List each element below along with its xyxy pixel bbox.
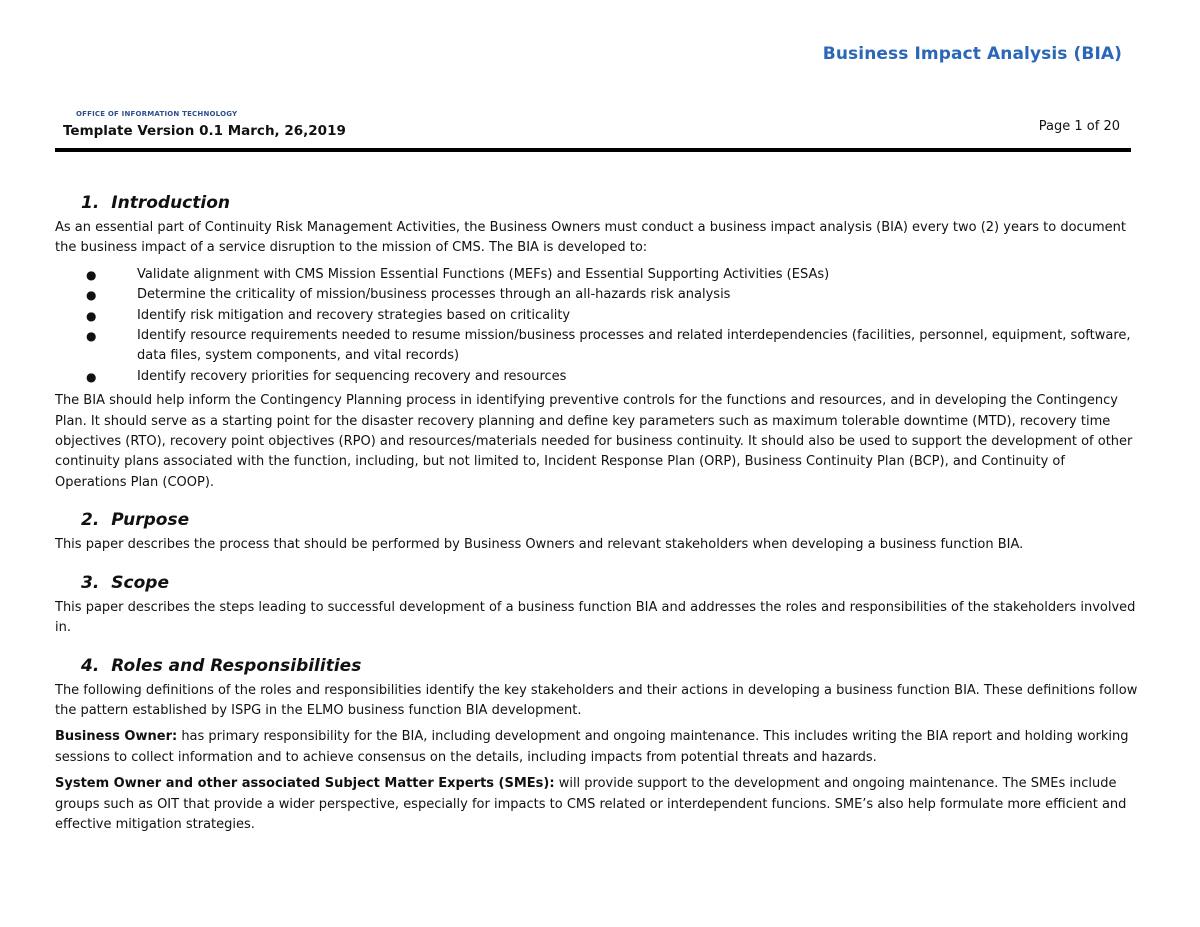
bullet-icon: ●: [86, 288, 97, 303]
section-title: Introduction: [111, 193, 230, 213]
list-item-text: Determine the criticality of mission/business processes through an all-hazards risk analysis: [137, 287, 731, 303]
section-heading-roles: [81, 653, 1140, 679]
list-item: [55, 367, 1140, 387]
purpose-paragraph: This paper describes the process that should be performed by Business Owners and relevant stakeholders when developing a business function BIA.: [55, 537, 1024, 553]
business-owner-text: has primary responsibility for the BIA, including development and ongoing maintenance. This includes writing the BIA report and holding working sessions to collect information and to achieve consensus on the details, including impacts from potential threats and hazards.: [55, 729, 1129, 765]
bullet-icon: ●: [86, 329, 97, 344]
header-rule: [55, 148, 1131, 152]
section-number: 2.: [81, 510, 100, 531]
bullet-icon: ●: [86, 308, 97, 323]
document-title: Business Impact Analysis (BIA): [822, 44, 1122, 64]
sme-label: System Owner and other associated Subject Matter Experts (SMEs):: [55, 776, 555, 792]
document-body: [55, 190, 1140, 841]
section-number: 1.: [81, 193, 100, 213]
list-item: [55, 285, 1140, 305]
sme-text: will provide support to the development and ongoing maintenance. The SMEs include groups such as OIT that provide a wider perspective, especially for impacts to CMS related or interdependent funcions. SME’s also help formulate more efficient and effective mitigation strategies.: [55, 776, 1127, 832]
list-item-text: Validate alignment with CMS Mission Essential Functions (MEFs) and Essential Supporting Activities (ESAs): [137, 266, 830, 282]
business-owner-paragraph: [55, 727, 1140, 768]
bullet-icon: ●: [86, 369, 97, 384]
list-item-text: Identify risk mitigation and recovery strategies based on criticality: [137, 307, 571, 323]
section-title: Scope: [111, 572, 169, 593]
section-heading-introduction: [81, 190, 1140, 216]
list-item-text: Identify resource requirements needed to resume mission/business processes and related interdependencies (facilities, personnel, equipment, software, data files, system components, and vital records): [137, 328, 1131, 364]
scope-paragraph: This paper describes the steps leading to successful development of a business function BIA and addresses the roles and responsibilities of the stakeholders involved in.: [55, 599, 1136, 636]
intro-paragraph: As an essential part of Continuity Risk Management Activities, the Business Owners must conduct a business impact analysis (BIA) every two (2) years to document the business impact of a service disruption to the mission of CMS. The BIA is developed to:: [55, 220, 1126, 256]
section-heading-scope: [81, 570, 1140, 596]
section-title: Purpose: [111, 510, 190, 531]
roles-paragraph: The following definitions of the roles and responsibilities identify the key stakeholders and their actions in developing a business function BIA. These definitions follow the pattern established by ISPG in the ELMO business function BIA development.: [55, 682, 1138, 718]
section-title: Roles and Responsibilities: [111, 655, 362, 676]
list-item: [55, 326, 1140, 367]
sme-paragraph: [55, 774, 1140, 835]
list-item: [55, 306, 1140, 326]
org-logo-text: OFFICE OF INFORMATION TECHNOLOGY: [76, 110, 238, 118]
page-number: Page 1 of 20: [1038, 119, 1120, 134]
bullet-list: [55, 265, 1140, 387]
template-version: Template Version 0.1 March, 26,2019: [63, 123, 346, 139]
section-heading-purpose: [81, 507, 1140, 533]
intro-paragraph-2: The BIA should help inform the Contingency Planning process in identifying preventive controls for the functions and resources, and in developing the Contingency Plan. It should serve as a starting point for the disaster recovery planning and define key parameters such as maximum tolerable downtime (MTD), recovery time objectives (RTO), recovery point objectives (RPO) and resources/materials needed for business continuity. It should also be used to support the development of other continuity plans associated with the function, including, but not limited to, Incident Response Plan (ORP), Business Continuity Plan (BCP), and Continuity of Operations Plan (COOP).: [55, 393, 1133, 490]
bullet-icon: ●: [86, 267, 97, 282]
section-number: 3.: [81, 572, 100, 593]
business-owner-label: Business Owner:: [55, 729, 178, 745]
list-item: [55, 265, 1140, 285]
section-number: 4.: [81, 655, 100, 676]
list-item-text: Identify recovery priorities for sequencing recovery and resources: [137, 368, 567, 384]
